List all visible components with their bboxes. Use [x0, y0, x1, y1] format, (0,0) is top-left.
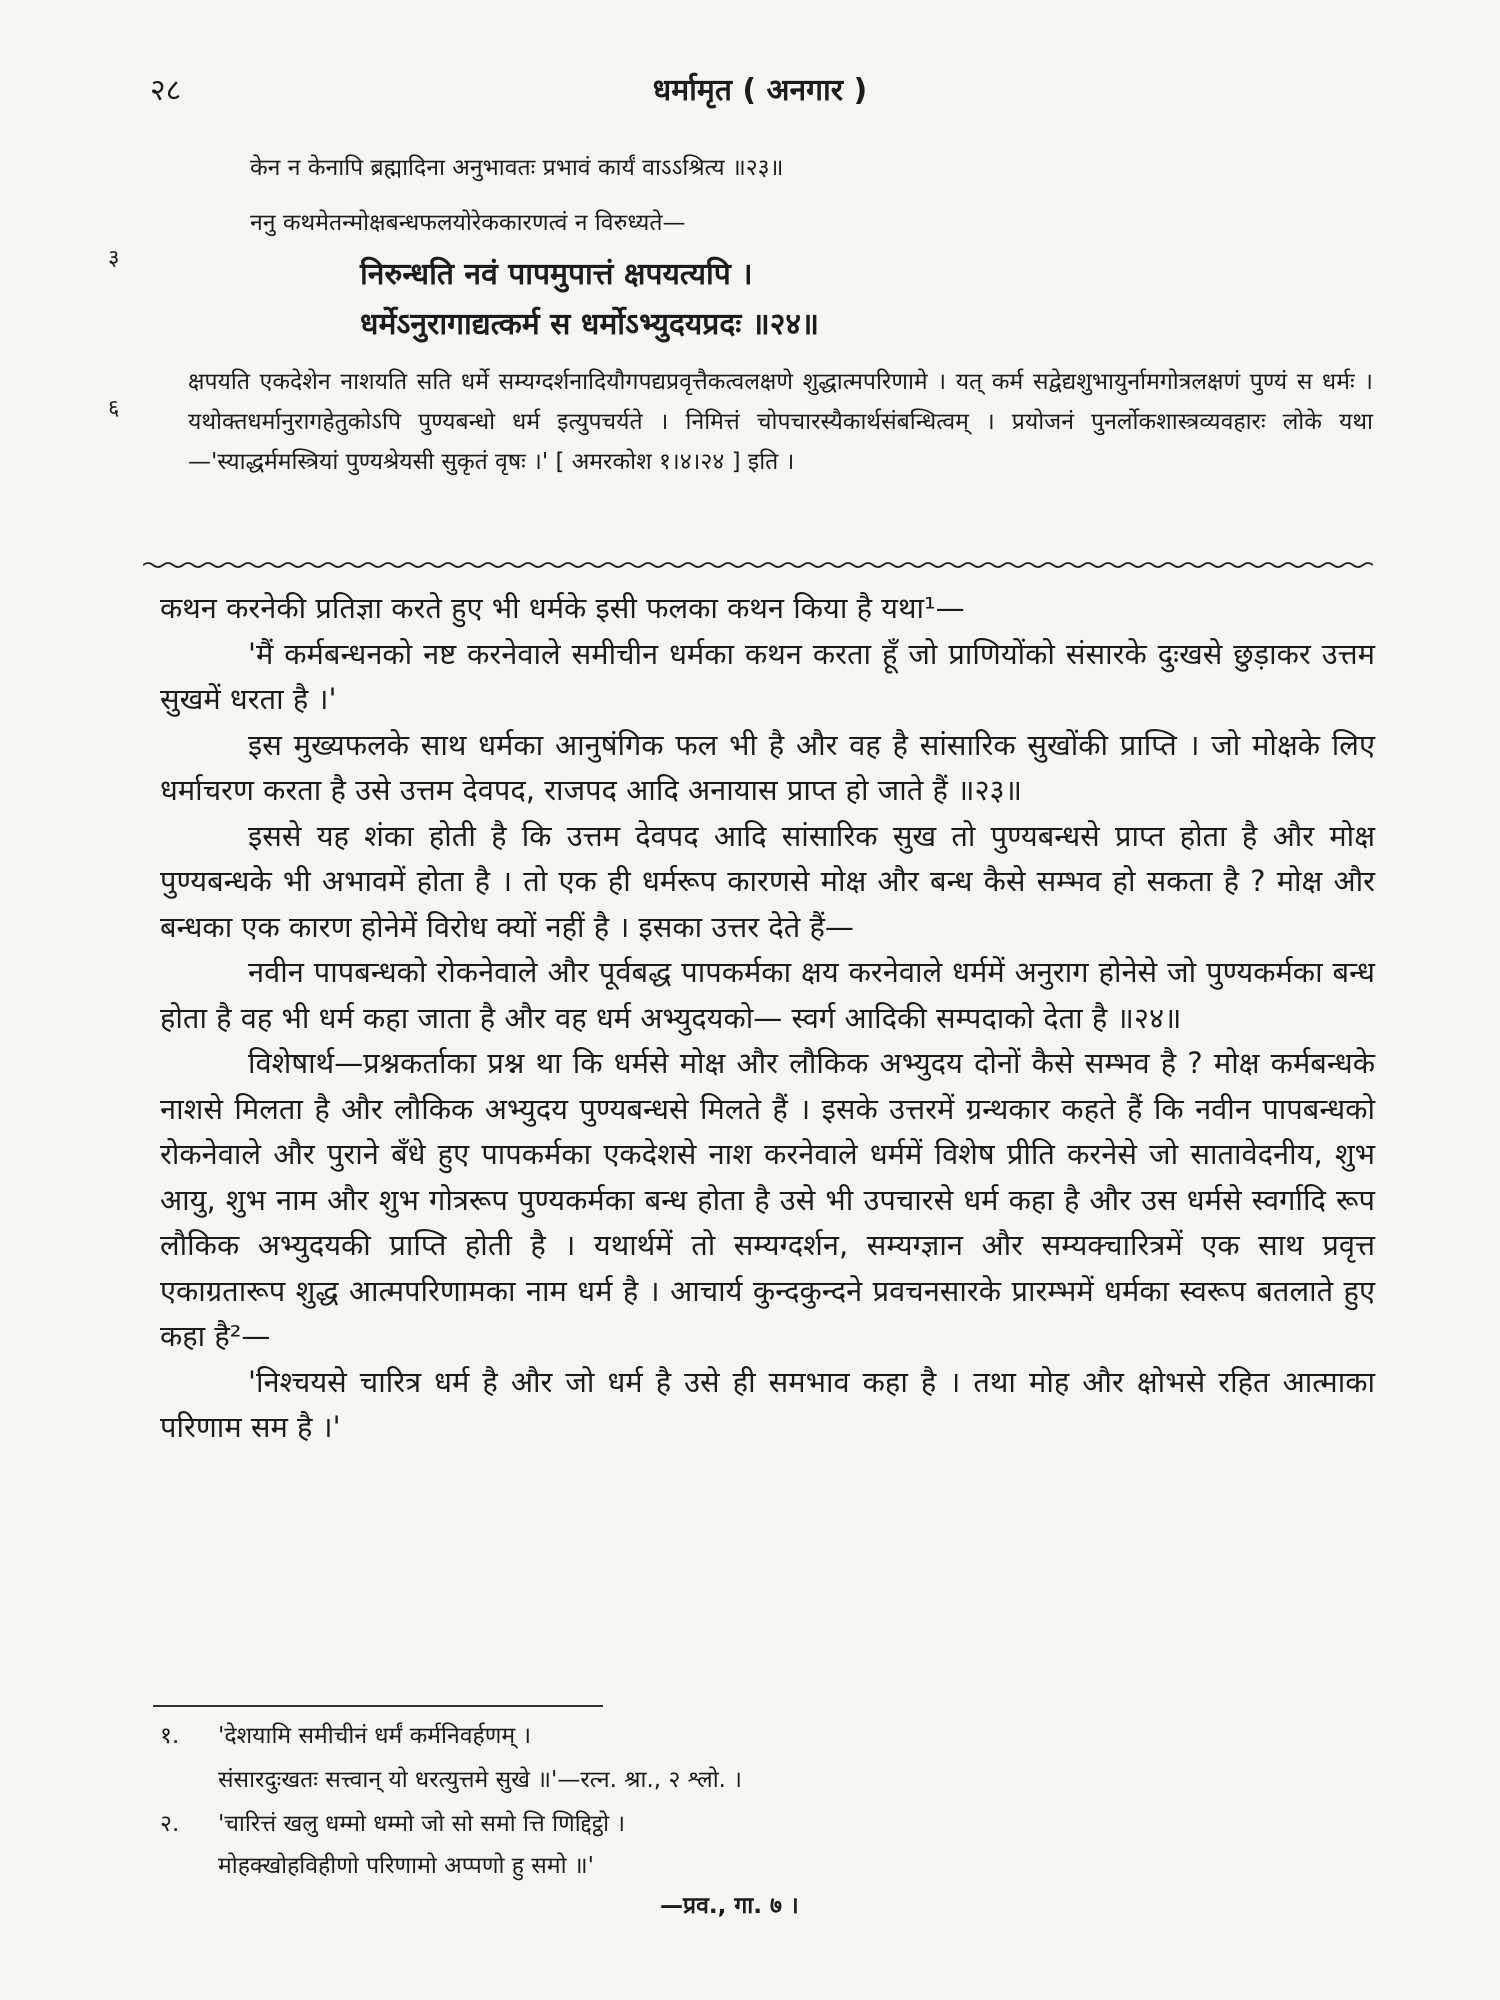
- hindi-paragraph: 'निश्चयसे चारित्र धर्म है और जो धर्म है उसे ही समभाव कहा है । तथा मोह और क्षोभसे रहित आत्माका परिणाम सम है ।': [160, 1364, 1375, 1444]
- hindi-paragraph: इससे यह शंका होती है कि उत्तम देवपद आदि सांसारिक सुख तो पुण्यबन्धसे प्राप्त होता है और मोक्ष पुण्यबन्धके भी अभावमें होता है । तो एक ही धर्मरूप कारणसे मोक्ष और बन्ध कैसे सम्भव हो सकता है ? मोक्ष और बन्धका एक कारण होनेमें विरोध क्यों नहीं है । इसका उत्तर देते हैं—: [160, 818, 1375, 944]
- page-number: २८: [150, 73, 182, 108]
- hindi-paragraph: विशेषार्थ—प्रश्नकर्ताका प्रश्न था कि धर्मसे मोक्ष और लौकिक अभ्युदय दोनों कैसे सम्भव है ? मोक्ष कर्मबन्धके नाशसे मिलता है और लौकिक अभ्युदय पुण्यबन्धसे मिलते हैं । इसके उत्तरमें ग्रन्थकार कहते हैं कि नवीन पापबन्धको रोकनेवाले और पुराने बँधे हुए पापकर्मका एकदेशसे नाश करनेवाले धर्ममें विशेष प्रीति करनेसे जो सातावेदनीय, शुभ आयु, शुभ नाम और शुभ गोत्ररूप पुण्यकर्मका बन्ध होता है उसे भी उपचारसे धर्म कहा है और उस धर्मसे स्वर्गादि रूप लौकिक अभ्युदयकी प्राप्ति होती है । यथार्थमें तो सम्यग्दर्शन, सम्यग्ज्ञान और सम्यक्चारित्रमें एक साथ प्रवृत्त एकाग्रतारूप शुद्ध आत्मपरिणामका नाम धर्म है । आचार्य कुन्दकुन्दने प्रवचनसारके प्रारम्भमें धर्मका स्वरूप बतलाते हुए कहा है²—: [160, 1046, 1375, 1353]
- margin-line-number: ६: [108, 396, 120, 421]
- hindi-translation: [160, 586, 1375, 1451]
- footnote-line: 'देशयामि समीचीनं धर्मं कर्मनिवर्हणम् ।: [218, 1723, 532, 1749]
- running-head: धर्मामृत ( अनगार ): [652, 73, 868, 108]
- verse-line: निरुन्धति नवं पापमुपात्तं क्षपयत्यपि ।: [360, 257, 753, 292]
- margin-line-number: ३: [108, 246, 120, 271]
- footnote-1-line-2: संसारदुःखतः सत्त्वान् यो धरत्युत्तमे सुखे ॥'—रत्न. श्रा., २ श्लो. ।: [218, 1767, 743, 1793]
- verse-line: धर्मेऽनुरागाद्यत्कर्म स धर्मोऽभ्युदयप्रदः ॥२४॥: [360, 307, 819, 342]
- footnote-line: 'चारित्तं खलु धम्मो धम्मो जो सो समो त्ति णिद्दिट्ठो ।: [218, 1811, 626, 1837]
- sanskrit-commentary-line: केन न केनापि ब्रह्मादिना अनुभावतः प्रभावं कार्यं वाऽऽश्रित्य ॥२३॥: [250, 155, 784, 181]
- section-divider: [143, 560, 1373, 570]
- footnote-source: —प्रव., गा. ७ ।: [660, 1893, 799, 1919]
- hindi-paragraph: इस मुख्यफलके साथ धर्मका आनुषंगिक फल भी है और वह है सांसारिक सुखोंकी प्राप्ति । जो मोक्षके लिए धर्माचरण करता है उसे उत्तम देवपद, राजपद आदि अनायास प्राप्त हो जाते हैं ॥२३॥: [160, 727, 1375, 807]
- page-header: [140, 68, 1380, 118]
- sanskrit-commentary-line: ननु कथमेतन्मोक्षबन्धफलयोरेककारणत्वं न विरुध्यते—: [250, 210, 686, 236]
- footnote-marker: १.: [160, 1723, 180, 1749]
- footnote-2: [160, 1806, 625, 1838]
- hindi-paragraph: 'मैं कर्मबन्धनको नष्ट करनेवाले समीचीन धर्मका कथन करता हूँ जो प्राणियोंको संसारके दुःखसे छुड़ाकर उत्तम सुखमें धरता है ।': [160, 636, 1375, 716]
- sanskrit-commentary: क्षपयति एकदेशेन नाशयति सति धर्मे सम्यग्दर्शनादियौगपद्यप्रवृत्तैकत्वलक्षणे शुद्धात्मपरिणामे । यत् कर्म सद्वेद्यशुभायुर्नामगोत्रलक्षणं पुण्यं स धर्मः । यथोक्तधर्मानुरागहेतुकोऽपि पुण्यबन्धो धर्म इत्युपचर्यते । निमित्तं चोपचारस्यैकार्थसंबन्धित्वम् । प्रयोजनं पुनर्लोकशास्त्रव्यवहारः लोके यथा—'स्याद्धर्ममस्त्रियां पुण्यश्रेयसी सुकृतं वृषः ।' [ अमरकोश १।४।२४ ] इति ।: [188, 369, 1373, 475]
- hindi-paragraph: कथन करनेकी प्रतिज्ञा करते हुए भी धर्मके इसी फलका कथन किया है यथा¹—: [160, 591, 965, 625]
- footnote-marker: २.: [160, 1811, 180, 1837]
- footnote-1: [160, 1718, 531, 1750]
- hindi-paragraph: नवीन पापबन्धको रोकनेवाले और पूर्वबद्ध पापकर्मका क्षय करनेवाले धर्ममें अनुराग होनेसे जो पुण्यकर्मका बन्ध होता है वह भी धर्म कहा जाता है और वह धर्म अभ्युदयको— स्वर्ग आदिकी सम्पदाको देता है ॥२४॥: [160, 955, 1375, 1035]
- footnote-2-line-2: मोहक्खोहविहीणो परिणामो अप्पणो हु समो ॥': [218, 1853, 594, 1879]
- footnote-separator: [153, 1705, 603, 1707]
